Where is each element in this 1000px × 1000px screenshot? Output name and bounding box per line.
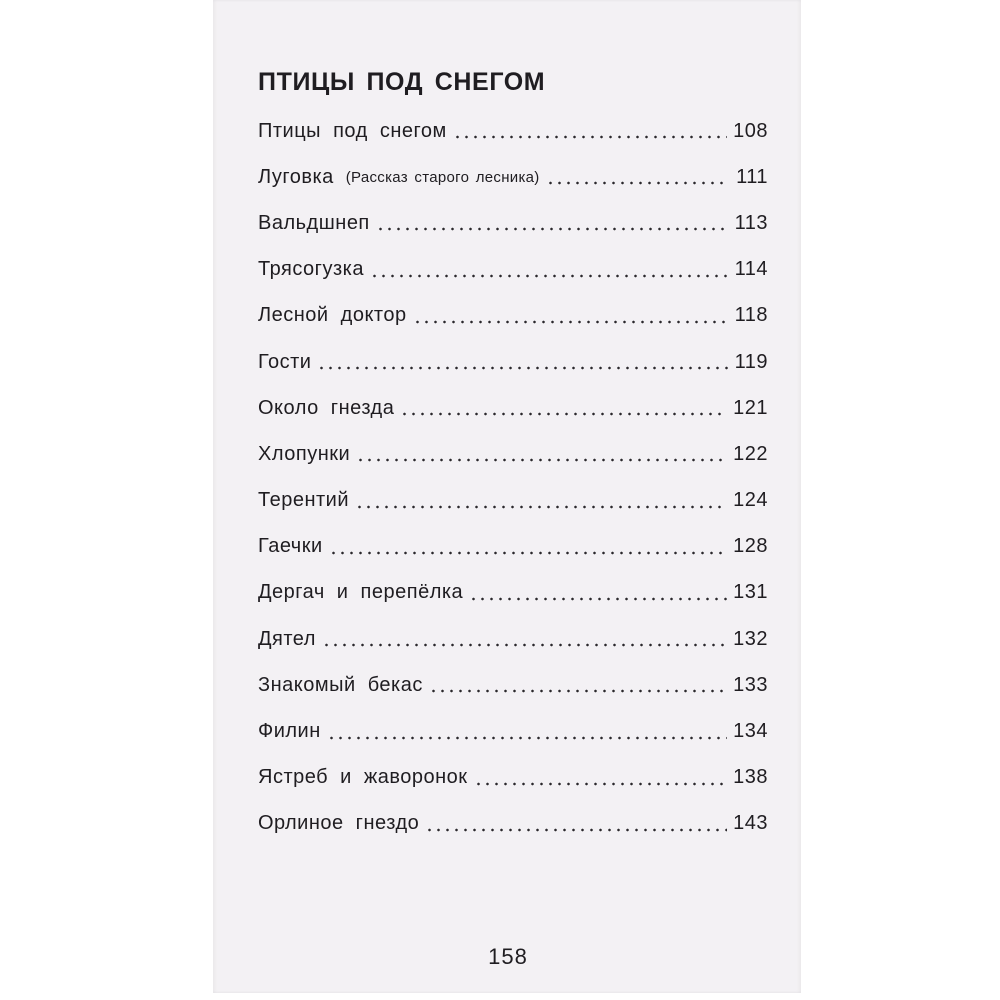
dot-leader	[400, 412, 727, 416]
dot-leader	[355, 505, 727, 509]
toc-entry-title: Дятел	[258, 627, 316, 650]
toc-entry	[258, 616, 768, 662]
page-number: 158	[488, 944, 528, 969]
toc-entry-page: 138	[733, 766, 768, 789]
dot-leader	[413, 320, 728, 324]
toc-entry-page: 133	[733, 673, 768, 696]
toc-entry-title: Орлиное гнездо	[258, 812, 420, 835]
toc-entry-title: Лесной доктор	[258, 304, 407, 327]
toc-entry-page: 108	[733, 119, 768, 142]
toc-entry-title: Хлопунки	[258, 442, 351, 465]
toc-entry-page: 134	[733, 720, 768, 743]
toc-entry	[258, 662, 768, 708]
toc-entry-title: Птицы под снегом	[258, 119, 447, 142]
toc-entry	[258, 431, 768, 477]
toc-entry	[258, 293, 768, 339]
table-of-contents	[258, 108, 768, 847]
dot-leader	[327, 736, 727, 740]
dot-leader	[546, 181, 728, 185]
toc-entry-subtitle: (Рассказ старого лесника)	[345, 168, 540, 186]
toc-entry-title: Терентий	[258, 489, 350, 512]
toc-entry	[258, 524, 768, 570]
toc-entry	[258, 570, 768, 616]
toc-entry	[258, 755, 768, 801]
toc-entry-title: Трясогузка	[258, 258, 364, 281]
dot-leader	[474, 782, 728, 786]
dot-leader	[429, 689, 727, 693]
toc-entry	[258, 801, 768, 847]
dot-leader	[469, 597, 727, 601]
toc-entry-page: 122	[733, 442, 768, 465]
toc-entry-title: Луговка	[258, 165, 334, 188]
toc-entry-page: 114	[734, 258, 768, 281]
dot-leader	[453, 135, 727, 139]
section-title: ПТИЦЫ ПОД СНЕГОМ	[258, 68, 546, 96]
toc-entry-page: 131	[733, 581, 768, 604]
toc-entry-page: 113	[734, 211, 768, 234]
toc-entry-page: 121	[733, 396, 768, 419]
toc-entry	[258, 108, 768, 154]
toc-entry-page: 128	[733, 535, 768, 558]
toc-entry	[258, 247, 768, 293]
dot-leader	[376, 227, 728, 231]
toc-entry-title: Филин	[258, 720, 321, 743]
toc-entry-title: Дергач и перепёлка	[258, 581, 464, 604]
toc-entry-title: Гости	[258, 350, 312, 373]
toc-entry-title: Знакомый бекас	[258, 673, 423, 696]
toc-entry-page: 124	[733, 489, 768, 512]
toc-entry-page: 143	[733, 812, 768, 835]
dot-leader	[356, 458, 727, 462]
toc-entry-title: Гаечки	[258, 535, 323, 558]
toc-entry-page: 132	[733, 627, 768, 650]
toc-entry-title: Ястреб и жаворонок	[258, 766, 468, 789]
toc-entry-title: Около гнезда	[258, 396, 395, 419]
toc-entry-page: 118	[734, 304, 768, 327]
dot-leader	[322, 643, 727, 647]
toc-entry	[258, 154, 768, 200]
toc-entry	[258, 339, 768, 385]
dot-leader	[317, 366, 728, 370]
dot-leader	[370, 274, 728, 278]
toc-entry-title: Вальдшнеп	[258, 211, 370, 234]
dot-leader	[329, 551, 727, 555]
toc-entry	[258, 708, 768, 754]
toc-entry-page: 119	[734, 350, 768, 373]
toc-entry	[258, 478, 768, 524]
toc-entry-page: 111	[736, 165, 768, 188]
dot-leader	[425, 828, 727, 832]
toc-entry	[258, 200, 768, 246]
toc-entry	[258, 385, 768, 431]
